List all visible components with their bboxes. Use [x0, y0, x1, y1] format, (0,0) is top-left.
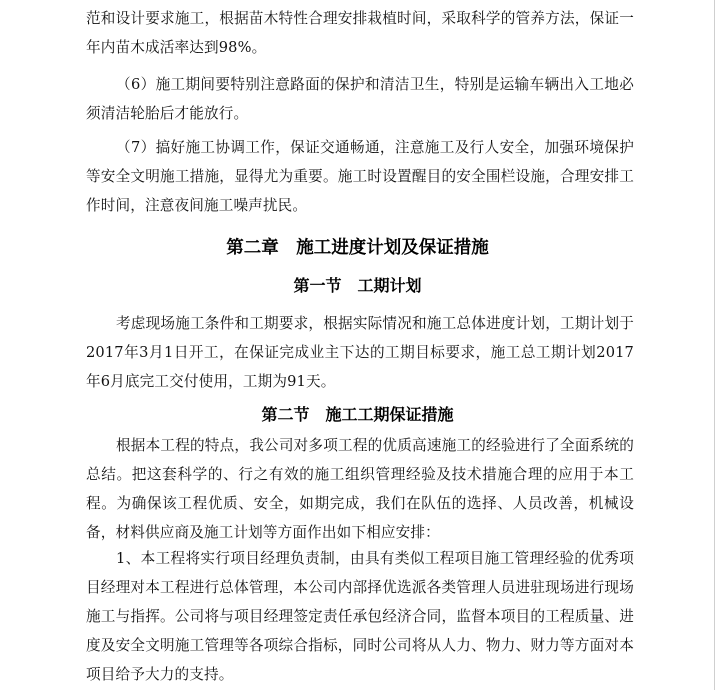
- paragraph-planting-requirements: 范和设计要求施工，根据苗木特性合理安排栽植时间，采取科学的管养方法，保证一年内苗木成活率达到98%。: [86, 10, 634, 56]
- paragraph-point-1: 1、本工程将实行项目经理负责制，由具有类似工程项目施工管理经验的优秀项目经理对本工程进行总体管理，本公司内部择优选派各类管理人员进驻现场进行现场施工与指挥。公司将与项目经理签定责任承包经济合同，监督本项目的工程质量、进度及安全文明施工管理等各项综合指标，同时公司将从人力、物力、财力等方面对本项目给予大力的支持。: [86, 550, 634, 683]
- section-2-title: 第二节 施工工期保证措施: [261, 405, 454, 424]
- section-1-title: 第一节 工期计划: [293, 276, 422, 295]
- paragraph-schedule-plan: 考虑现场施工条件和工期要求，根据实际情况和施工总体进度计划，工期计划于2017年3月1日开工，在保证完成业主下达的工期目标要求，施工总工期计划2017年6月底完工交付使用，工期为91天。: [86, 315, 634, 390]
- chapter-title: 第二章 施工进度计划及保证措施: [226, 238, 489, 258]
- paragraph-item-7: （7）搞好施工协调工作，保证交通畅通，注意施工及行人安全，加强环境保护等安全文明施工措施，显得尤为重要。施工时设置醒目的安全围栏设施，合理安排工作时间，注意夜间施工噪声扰民。: [86, 139, 634, 214]
- paragraph-schedule-guarantee: 根据本工程的特点，我公司对多项工程的优质高速施工的经验进行了全面系统的总结。把这套科学的、行之有效的施工组织管理经验及技术措施合理的应用于本工程。为确保该工程优质、安全，如期完成，我们在队伍的选择、人员改善，机械设备，材料供应商及施工计划等方面作出如下相应安排：: [86, 437, 634, 541]
- paragraph-item-6: （6）施工期间要特别注意路面的保护和清洁卫生，特别是运输车辆出入工地必须清洁轮胎后才能放行。: [86, 76, 634, 122]
